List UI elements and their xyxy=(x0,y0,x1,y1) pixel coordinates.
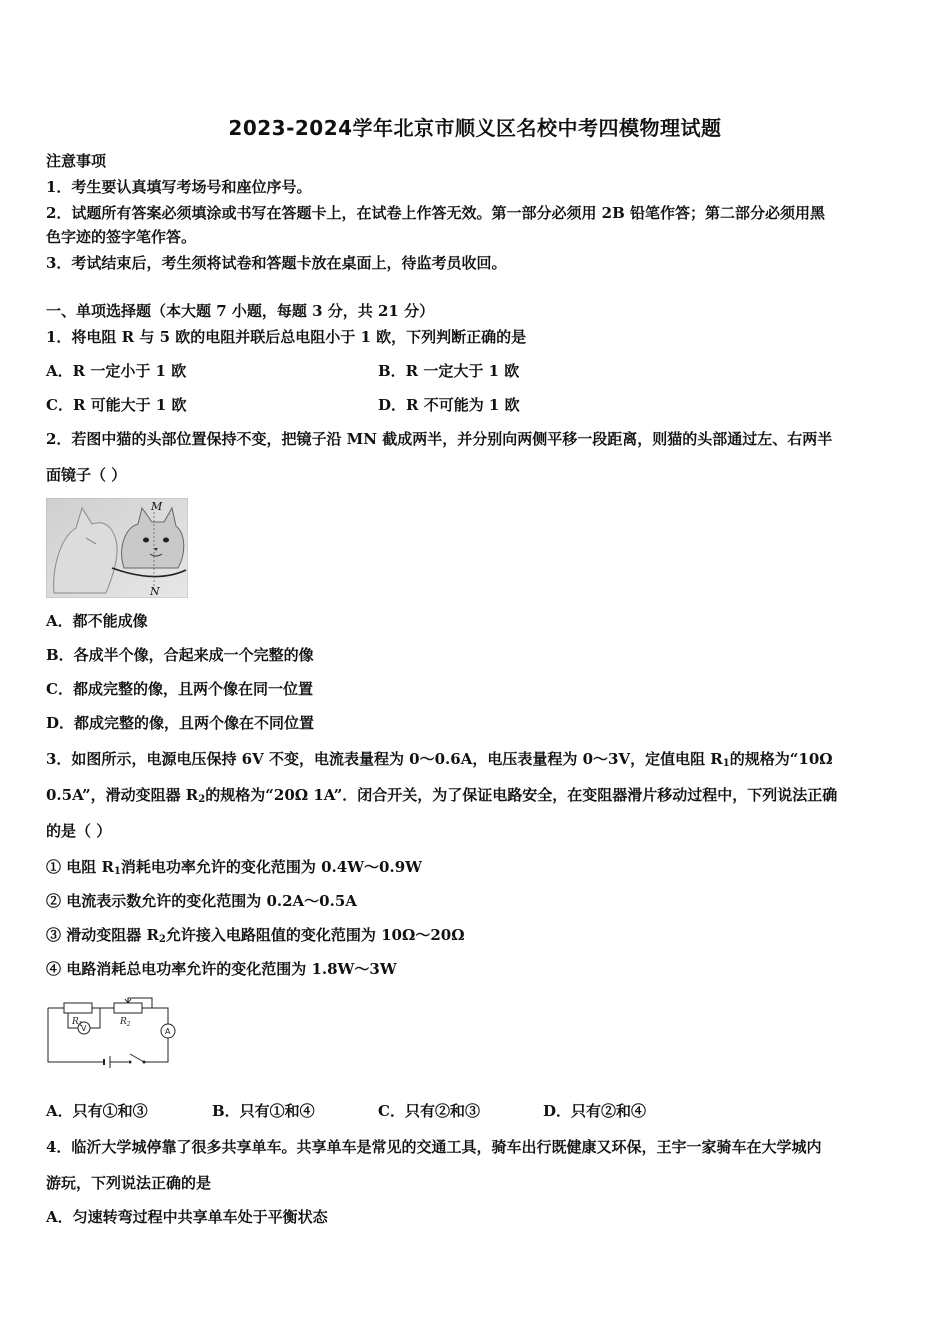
r2-label: R xyxy=(120,1017,127,1027)
q3-text: ① 电阻 R xyxy=(46,858,114,876)
notice-heading: 注意事项 xyxy=(46,152,107,170)
ammeter-label: A xyxy=(165,1027,171,1036)
subscript: 2 xyxy=(158,934,166,945)
circuit-diagram xyxy=(44,994,184,1070)
question-3-stem-end: 的是（ ） xyxy=(46,822,112,840)
question-1-stem: 1．将电阻 R 与 5 欧的电阻并联后总电阻小于 1 欧，下列判断正确的是 xyxy=(46,328,527,346)
r1-label-sub: 1 xyxy=(78,1021,83,1028)
r1-label: R xyxy=(72,1017,79,1027)
statement-2: ② 电流表示数允许的变化范围为 0.2A～0.5A xyxy=(46,892,357,910)
voltmeter-label: V xyxy=(81,1024,87,1033)
notice-item: 3．考试结束后，考生须将试卷和答题卡放在桌面上，待监考员收回。 xyxy=(46,254,507,272)
switch-icon xyxy=(130,1054,144,1062)
q3-text: 消耗电功率允许的变化范围为 0.4W～0.9W xyxy=(120,858,422,876)
question-4-stem-cont: 游玩，下列说法正确的是 xyxy=(46,1174,212,1192)
question-2-stem-cont: 面镜子（ ） xyxy=(46,466,127,484)
statement-1 xyxy=(46,858,422,881)
subscript: 1 xyxy=(113,866,121,877)
label-m: M xyxy=(151,500,163,513)
question-3-stem-cont xyxy=(46,786,837,809)
question-4-option-a[interactable]: A．匀速转弯过程中共享单车处于平衡状态 xyxy=(46,1208,328,1226)
q3-text: 0.5A”，滑动变阻器 R xyxy=(46,786,199,804)
subscript: 2 xyxy=(198,794,206,805)
question-2-option-b[interactable]: B．各成半个像，合起来成一个完整的像 xyxy=(46,646,314,664)
question-1-option-d[interactable]: D．R 不可能为 1 欧 xyxy=(378,396,520,414)
exam-title: 2023-2024学年北京市顺义区名校中考四模物理试题 xyxy=(228,116,722,140)
question-2-option-a[interactable]: A．都不能成像 xyxy=(46,612,148,630)
notice-item: 1．考生要认真填写考场号和座位序号。 xyxy=(46,178,312,196)
question-1-option-c[interactable]: C．R 可能大于 1 欧 xyxy=(46,396,187,414)
q3-text: 3．如图所示，电源电压保持 6V 不变，电流表量程为 0～0.6A，电压表量程为 0～3V，定值电阻 R xyxy=(46,750,723,768)
question-3-stem xyxy=(46,750,833,773)
question-1-option-b[interactable]: B．R 一定大于 1 欧 xyxy=(378,362,520,380)
statement-4: ④ 电路消耗总电功率允许的变化范围为 1.8W～3W xyxy=(46,960,397,978)
notice-item: 色字迹的签字笔作答。 xyxy=(46,228,197,246)
section-heading: 一、单项选择题（本大题 7 小题，每题 3 分，共 21 分） xyxy=(46,302,435,320)
resistor-r1 xyxy=(64,1003,92,1013)
question-3-option-b[interactable]: B．只有①和④ xyxy=(212,1102,315,1120)
question-4-stem: 4．临沂大学城停靠了很多共享单车。共享单车是常见的交通工具，骑车出行既健康又环保，王宇一家骑车在大学城内 xyxy=(46,1138,822,1156)
question-1-option-a[interactable]: A．R 一定小于 1 欧 xyxy=(46,362,187,380)
svg-text:R2 xyxy=(119,1017,131,1028)
r2-label-sub: 2 xyxy=(126,1021,131,1028)
question-2-option-c[interactable]: C．都成完整的像，且两个像在同一位置 xyxy=(46,680,313,698)
question-2-option-d[interactable]: D．都成完整的像，且两个像在不同位置 xyxy=(46,714,315,732)
question-3-option-c[interactable]: C．只有②和③ xyxy=(378,1102,480,1120)
cat-mirror-figure xyxy=(46,498,188,598)
label-n: N xyxy=(150,585,160,598)
q3-text: ③ 滑动变阻器 R xyxy=(46,926,159,944)
notice-item: 2．试题所有答案必须填涂或书写在答题卡上，在试卷上作答无效。第一部分必须用 2B 铅笔作答；第二部分必须用黑 xyxy=(46,204,826,222)
q3-text: 允许接入电路阻值的变化范围为 10Ω～20Ω xyxy=(165,926,465,944)
q3-text: 的规格为“20Ω 1A”．闭合开关，为了保证电路安全，在变阻器滑片移动过程中，下列说法正确 xyxy=(205,786,838,804)
q3-text: 的规格为“10Ω xyxy=(729,750,833,768)
question-3-option-d[interactable]: D．只有②和④ xyxy=(543,1102,647,1120)
subscript: 1 xyxy=(722,758,730,769)
question-3-option-a[interactable]: A．只有①和③ xyxy=(46,1102,148,1120)
resistor-r2 xyxy=(114,1003,142,1013)
question-2-stem: 2．若图中猫的头部位置保持不变，把镜子沿 MN 截成两半，并分别向两侧平移一段距离，则猫的头部通过左、右两半 xyxy=(46,430,833,448)
statement-3 xyxy=(46,926,465,949)
